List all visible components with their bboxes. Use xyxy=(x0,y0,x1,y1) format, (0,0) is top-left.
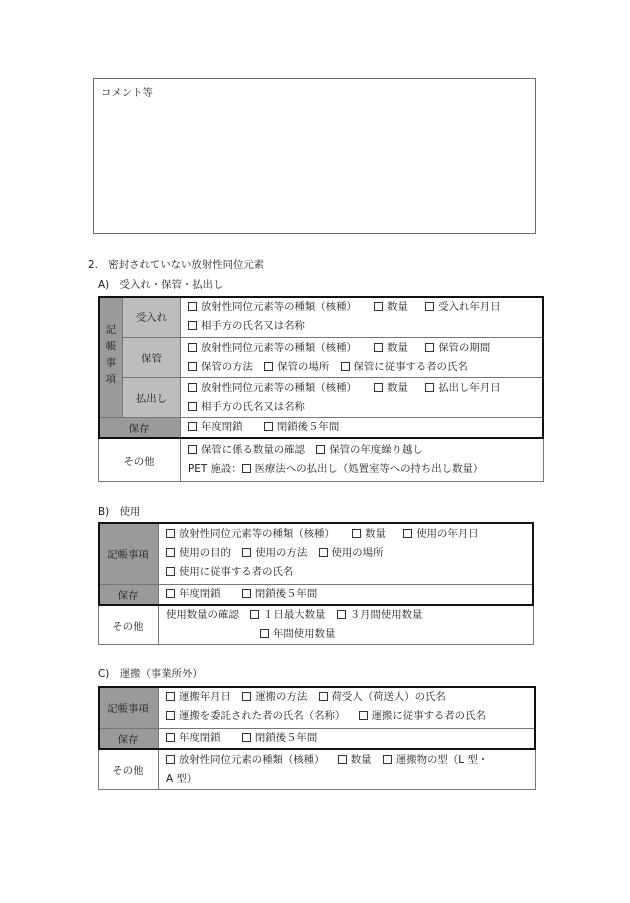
table-c xyxy=(98,686,536,790)
checkbox-icon xyxy=(242,589,251,598)
b-other-opt-3month[interactable]: ３月間使用数量 xyxy=(337,609,423,621)
checkbox-icon xyxy=(383,755,392,764)
checkbox-icon xyxy=(188,422,197,431)
b-opt-worker[interactable]: 使用に従事する者の氏名 xyxy=(166,566,293,578)
a-storage-label: 保存 xyxy=(128,423,150,435)
c-other-opt-type[interactable]: 運搬物の型（L 型・ xyxy=(383,754,488,766)
c-opt-consignee[interactable]: 荷受人（荷送人）の氏名 xyxy=(319,691,446,703)
c-record-label-cell xyxy=(98,686,158,728)
b-other-prefix: 使用数量の確認 xyxy=(166,609,239,621)
b-record-content xyxy=(158,522,534,584)
comment-box[interactable] xyxy=(93,78,536,234)
a-haraidashi-content xyxy=(180,377,544,417)
checkbox-icon xyxy=(403,529,412,538)
checkbox-icon xyxy=(188,343,197,352)
c-other-opt-qty[interactable]: 数量 xyxy=(338,754,372,766)
checkbox-icon xyxy=(264,422,273,431)
b-opt-method[interactable]: 使用の方法 xyxy=(242,547,307,559)
a-record-label-cell xyxy=(98,296,122,417)
section-b-title: B) 使用 xyxy=(98,506,141,518)
checkbox-icon xyxy=(425,383,434,392)
b-record-label-cell xyxy=(98,522,158,584)
b-storage-opt-5years[interactable]: 閉鎖後５年間 xyxy=(242,588,317,600)
checkbox-icon xyxy=(166,733,175,742)
c-record-label: 記帳事項 xyxy=(107,702,149,715)
a-other-pet-prefix: PET 施設： xyxy=(188,463,242,475)
checkbox-icon xyxy=(166,711,175,720)
b-other-opt-daily-max[interactable]: １日最大数量 xyxy=(250,609,325,621)
a-ukeire-opt-date[interactable]: 受入れ年月日 xyxy=(425,301,500,313)
b-opt-purpose[interactable]: 使用の目的 xyxy=(166,547,231,559)
checkbox-icon xyxy=(250,610,259,619)
c-opt-worker[interactable]: 運搬に従事する者の氏名 xyxy=(359,710,486,722)
checkbox-icon xyxy=(166,529,175,538)
c-storage-content xyxy=(158,728,536,748)
checkbox-icon xyxy=(337,610,346,619)
a-other-label: その他 xyxy=(123,455,155,468)
c-other-content xyxy=(158,748,536,790)
checkbox-icon xyxy=(242,692,251,701)
a-haraidashi-opt-qty[interactable]: 数量 xyxy=(374,382,408,394)
a-haraidashi-label: 払出し xyxy=(135,393,168,405)
a-haraidashi-opt-partner[interactable]: 相手方の氏名又は名称 xyxy=(188,401,305,413)
a-other-opt-confirm[interactable]: 保管に係る数量の確認 xyxy=(188,444,305,456)
a-ukeire-label-cell xyxy=(122,296,180,337)
checkbox-icon xyxy=(341,362,350,371)
c-other-label-cell xyxy=(98,748,158,790)
a-hokan-opt-period[interactable]: 保管の期間 xyxy=(425,342,490,354)
c-record-content xyxy=(158,686,536,728)
checkbox-icon xyxy=(319,692,328,701)
checkbox-icon xyxy=(374,302,383,311)
a-storage-opt-fiscal[interactable]: 年度閉鎖 xyxy=(188,421,243,433)
table-b xyxy=(98,522,534,645)
checkbox-icon xyxy=(374,343,383,352)
a-hokan-opt-method[interactable]: 保管の方法 xyxy=(188,361,253,373)
a-ukeire-opt-qty[interactable]: 数量 xyxy=(374,301,408,313)
a-record-label: 記帳事項 xyxy=(103,323,116,390)
a-other-label-cell xyxy=(98,437,180,482)
checkbox-icon xyxy=(166,567,175,576)
a-haraidashi-label-cell xyxy=(122,377,180,417)
checkbox-icon xyxy=(166,692,175,701)
a-hokan-content xyxy=(180,337,544,377)
c-storage-opt-fiscal[interactable]: 年度閉鎖 xyxy=(166,732,221,744)
checkbox-icon xyxy=(166,548,175,557)
c-opt-method[interactable]: 運搬の方法 xyxy=(242,691,307,703)
a-storage-content xyxy=(180,417,544,437)
b-storage-content xyxy=(158,584,534,604)
checkbox-icon xyxy=(242,733,251,742)
checkbox-icon xyxy=(166,755,175,764)
a-storage-opt-5years[interactable]: 閉鎖後５年間 xyxy=(264,421,339,433)
checkbox-icon xyxy=(188,445,197,454)
c-storage-label: 保存 xyxy=(117,734,139,746)
b-storage-opt-fiscal[interactable]: 年度閉鎖 xyxy=(166,588,221,600)
a-hokan-label: 保管 xyxy=(141,353,162,365)
checkbox-icon xyxy=(316,445,325,454)
a-hokan-opt-qty[interactable]: 数量 xyxy=(374,342,408,354)
b-other-label-cell xyxy=(98,604,158,645)
checkbox-icon xyxy=(359,711,368,720)
table-a xyxy=(98,296,544,482)
b-opt-place[interactable]: 使用の場所 xyxy=(319,547,384,559)
section-2-title: 2. 密封されていない放射性同位元素 xyxy=(88,259,265,271)
a-hokan-opt-worker[interactable]: 保管に従事する者の氏名 xyxy=(341,361,468,373)
checkbox-icon xyxy=(166,589,175,598)
a-hokan-opt-place[interactable]: 保管の場所 xyxy=(264,361,329,373)
section-a-title: A) 受入れ・保管・払出し xyxy=(98,279,224,291)
checkbox-icon xyxy=(425,343,434,352)
a-haraidashi-opt-kind[interactable]: 放射性同位元素等の種類（核種） xyxy=(188,382,357,394)
a-ukeire-opt-kind[interactable]: 放射性同位元素等の種類（核種） xyxy=(188,301,357,313)
checkbox-icon xyxy=(319,548,328,557)
c-other-type-continued: A 型） xyxy=(166,772,198,785)
c-opt-date[interactable]: 運搬年月日 xyxy=(166,691,231,703)
checkbox-icon xyxy=(260,629,269,638)
a-hokan-label-cell xyxy=(122,337,180,377)
b-record-label: 記帳事項 xyxy=(107,548,149,561)
b-other-label: その他 xyxy=(112,620,144,633)
a-storage-label-cell xyxy=(98,417,180,437)
a-other-content xyxy=(180,437,544,482)
b-storage-label: 保存 xyxy=(117,590,139,602)
c-storage-opt-5years[interactable]: 閉鎖後５年間 xyxy=(242,732,317,744)
c-opt-contractor[interactable]: 運搬を委託された者の氏名（名称） xyxy=(166,710,345,722)
c-other-opt-kind[interactable]: 放射性同位元素の種類（核種） xyxy=(166,754,324,766)
checkbox-icon xyxy=(352,529,361,538)
checkbox-icon xyxy=(242,464,251,473)
checkbox-icon xyxy=(188,383,197,392)
a-ukeire-label: 受入れ xyxy=(135,312,168,324)
b-opt-date[interactable]: 使用の年月日 xyxy=(403,528,478,540)
checkbox-icon xyxy=(264,362,273,371)
b-opt-qty[interactable]: 数量 xyxy=(352,528,386,540)
a-other-opt-carryover[interactable]: 保管の年度繰り越し xyxy=(316,444,423,456)
b-other-content xyxy=(158,604,534,645)
checkbox-icon xyxy=(188,362,197,371)
a-ukeire-opt-partner[interactable]: 相手方の氏名又は名称 xyxy=(188,320,305,332)
c-other-label: その他 xyxy=(112,765,144,777)
a-haraidashi-opt-date[interactable]: 払出し年月日 xyxy=(425,382,500,394)
comment-label: コメント等 xyxy=(101,87,153,99)
section-c-title: C) 運搬（事業所外） xyxy=(98,668,203,680)
b-storage-label-cell xyxy=(98,584,158,604)
checkbox-icon xyxy=(338,755,347,764)
checkbox-icon xyxy=(374,383,383,392)
b-opt-kind[interactable]: 放射性同位元素等の種類（核種） xyxy=(166,528,335,540)
c-storage-label-cell xyxy=(98,728,158,748)
checkbox-icon xyxy=(188,402,197,411)
checkbox-icon xyxy=(188,302,197,311)
checkbox-icon xyxy=(188,321,197,330)
a-hokan-opt-kind[interactable]: 放射性同位元素等の種類（核種） xyxy=(188,342,357,354)
checkbox-icon xyxy=(242,548,251,557)
checkbox-icon xyxy=(425,302,434,311)
a-ukeire-content xyxy=(180,296,544,337)
a-other-opt-pet[interactable]: 医療法への払出し（処置室等への持ち出し数量） xyxy=(242,463,484,475)
b-other-opt-annual[interactable]: 年間使用数量 xyxy=(260,628,335,640)
